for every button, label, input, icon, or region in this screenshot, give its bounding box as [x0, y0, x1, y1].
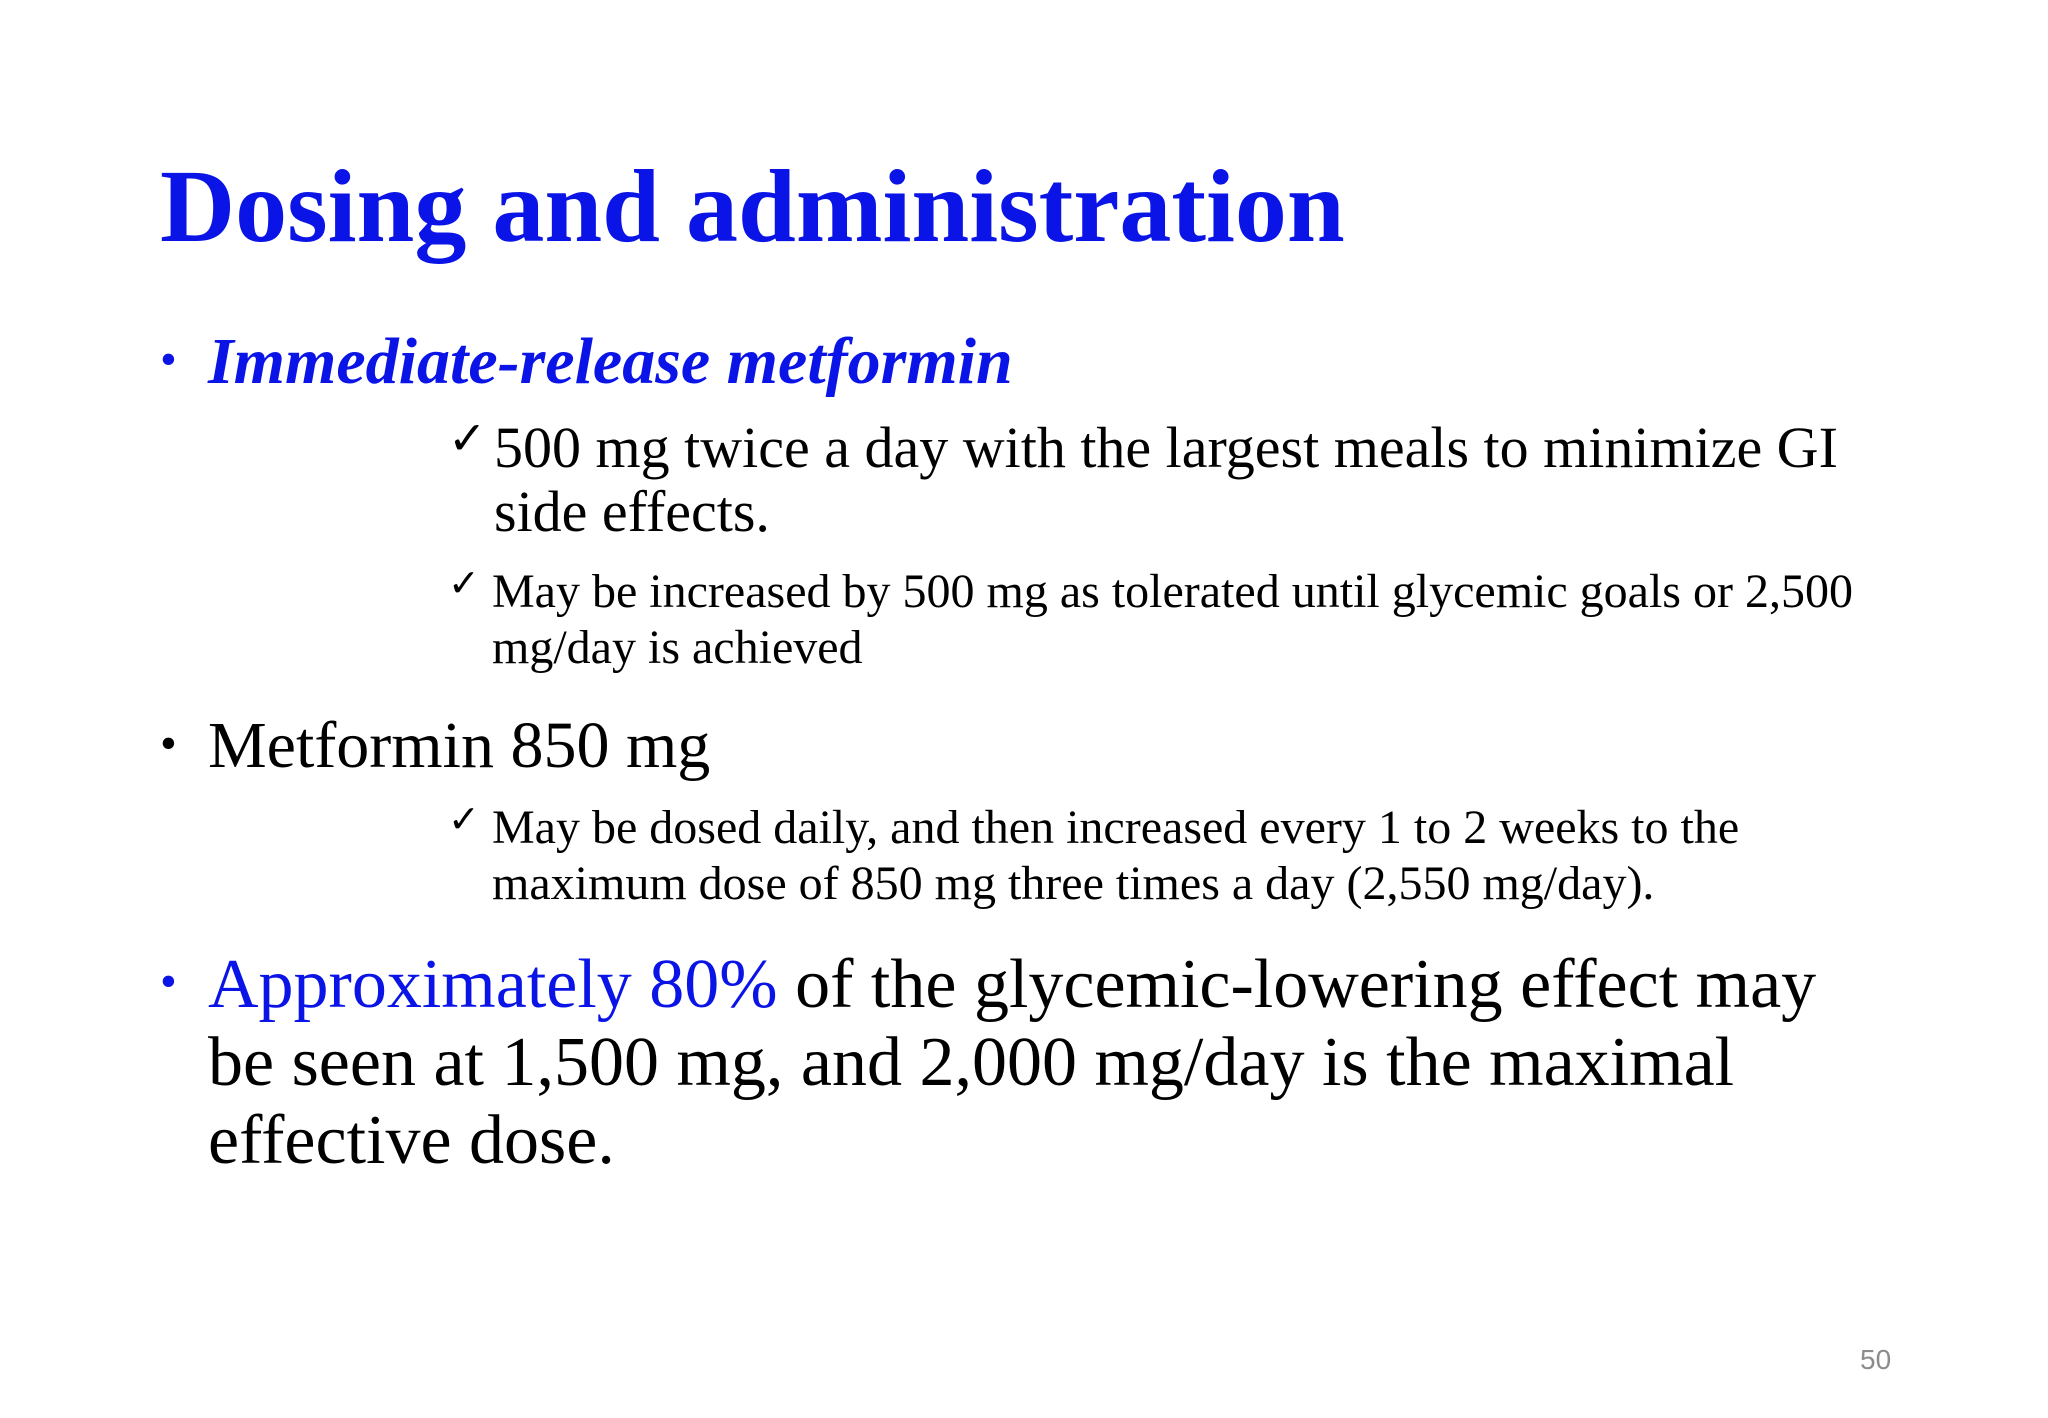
check-icon: ✓: [448, 411, 487, 465]
subitem-dosed-daily: [448, 797, 1908, 912]
bullet-marker: •: [160, 333, 177, 386]
bullet-marker: •: [160, 955, 177, 1008]
subitem-twice-daily: [448, 411, 1908, 544]
bullet-body-text: of the glycemic-lowering effect may be seen at 1,500 mg, and 2,000 mg/day is the maximal effective dose.: [208, 946, 1817, 1179]
slide-title: Dosing and administration: [160, 149, 1345, 264]
subitem-text: 500 mg twice a day with the largest meals to minimize GI side effects.: [494, 415, 1838, 544]
bullet-metformin-850: [160, 708, 1860, 784]
page-number: 50: [1860, 1344, 1892, 1375]
bullet-marker: •: [160, 717, 177, 770]
check-icon: ✓: [448, 561, 480, 605]
bullet-immediate-release: [160, 324, 1860, 400]
bullet-text: Metformin 850 mg: [208, 709, 711, 782]
bullet-text: Immediate-release metformin: [208, 325, 1013, 398]
subitem-increase: [448, 561, 1908, 676]
check-icon: ✓: [448, 797, 480, 841]
highlight-text: Approximately 80%: [208, 946, 778, 1023]
bullet-text: [208, 946, 1840, 1180]
bullet-glycemic-effect: [160, 946, 1840, 1180]
subitem-text: May be dosed daily, and then increased every 1 to 2 weeks to the maximum dose of 850 mg three times a day (2,550 mg/day).: [492, 801, 1740, 910]
subitem-text: May be increased by 500 mg as tolerated until glycemic goals or 2,500 mg/day is achieved: [492, 565, 1853, 674]
